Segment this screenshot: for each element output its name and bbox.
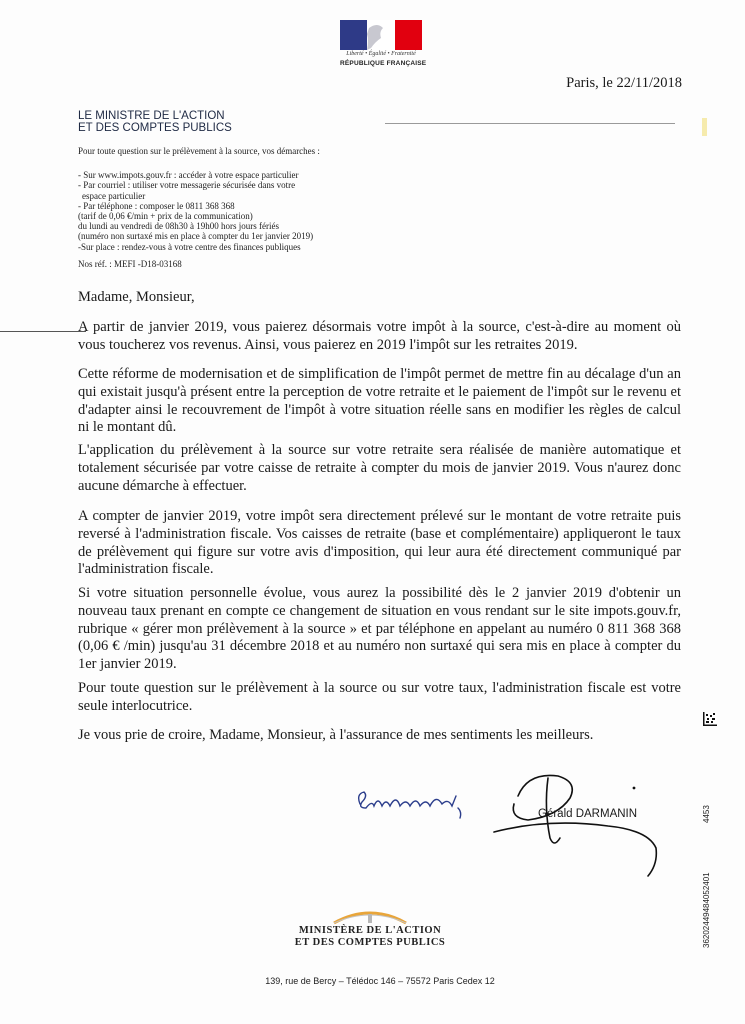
republic-name: RÉPUBLIQUE FRANÇAISE xyxy=(340,60,427,67)
ministry-name xyxy=(290,925,450,949)
tricolor-flag-icon xyxy=(340,20,422,50)
reference-number: Nos réf. : MEFI -D18-03168 xyxy=(78,259,182,269)
contact-line: espace particulier xyxy=(82,190,146,201)
body-paragraph-1: A partir de janvier 2019, vous paierez désormais votre impôt à la source, c'est-à-dire au moment où vous toucherez vos revenus. Ainsi, vous paierez en 2019 l'impôt sur les retraites 2019. xyxy=(78,319,681,353)
sender-block xyxy=(78,110,232,134)
side-document-code xyxy=(697,830,717,950)
ministry-arc-logo xyxy=(330,905,410,925)
marianne-logo xyxy=(340,20,427,72)
side-batch-number xyxy=(697,795,717,825)
fold-mark xyxy=(0,331,86,332)
side-batch-number-text: 4453 xyxy=(702,805,711,823)
body-paragraph-5: Si votre situation personnelle évolue, vous aurez la possibilité dès le 2 janvier 2019 d'obtenir un nouveau taux prenant en compte ce changement de situation en vous rendant sur le site impots.gouv.fr, rubrique « gérer mon prélèvement à la source » et par téléphone en appelant au numéro 0 811 368 368 (0,06 € /min) jusqu'au 31 décembre 2018 et au numéro non surtaxé qui sera mis en place à compter du 1er janvier 2019. xyxy=(78,585,681,673)
salutation: Madame, Monsieur, xyxy=(78,289,195,305)
contact-line: (numéro non surtaxé mis en place à compter du 1er janvier 2019) xyxy=(78,231,314,242)
contact-line: - Sur www.impots.gouv.fr : accéder à votre espace particulier xyxy=(78,170,299,181)
letter-date: Paris, le 22/11/2018 xyxy=(566,75,682,91)
signer-name: Gérald DARMANIN xyxy=(538,808,638,820)
handwritten-closing xyxy=(352,782,482,822)
contact-line: -Sur place : rendez-vous à votre centre des finances publiques xyxy=(78,241,301,252)
contact-line: (tarif de 0,06 €/min + prix de la communication) xyxy=(78,211,253,222)
side-document-code-text: 36202449484052401 xyxy=(702,872,711,948)
margin-mark xyxy=(700,118,710,136)
body-paragraph-4: A compter de janvier 2019, votre impôt sera directement prélevé sur le montant de votre retraite puis reversé à l'administration fiscale. Vos caisses de retraite (base et complémentaire) appliqueront le taux de prélèvement qui figure sur votre avis d'imposition, qui leur aura été directement communiqué par l'administration fiscale. xyxy=(78,508,681,578)
sender-line-1: LE MINISTRE DE L'ACTION xyxy=(78,110,225,122)
contact-info-block xyxy=(78,146,320,252)
sender-line-2: ET DES COMPTES PUBLICS xyxy=(78,122,232,134)
body-paragraph-7: Je vous prie de croire, Madame, Monsieur, à l'assurance de mes sentiments les meilleurs. xyxy=(78,727,594,743)
ministry-line-2: ET DES COMPTES PUBLICS xyxy=(294,937,446,948)
contact-line: - Par téléphone : composer le 0811 368 368 xyxy=(78,200,235,211)
datamatrix-code-icon xyxy=(703,712,717,726)
body-paragraph-3: L'application du prélèvement à la source sur votre retraite sera réalisée de manière automatique et totalement sécurisée par votre caisse de retraite à compter du mois de janvier 2019. Vous n'aurez donc aucune démarche à effectuer. xyxy=(78,442,681,494)
contact-line: du lundi au vendredi de 08h30 à 19h00 hors jours fériés xyxy=(78,221,279,232)
body-paragraph-6: Pour toute question sur le prélèvement à la source ou sur votre taux, l'administration fiscale est votre seule interlocutrice. xyxy=(78,680,681,714)
handwritten-signature xyxy=(488,768,663,878)
postal-address: 139, rue de Bercy – Télédoc 146 – 75572 Paris Cedex 12 xyxy=(265,976,495,986)
body-paragraph-2: Cette réforme de modernisation et de simplification de l'impôt permet de mettre fin au décalage d'un an qui existait jusqu'à présent entre la perception de votre retraite et le paiement de l'impôt sur le revenu et d'adapter ainsi le recouvrement de l'impôt à votre situation réelle sans en modifier les règles de calcul ni le montant dû. xyxy=(78,366,681,436)
header-rule xyxy=(385,123,675,124)
contact-intro: Pour toute question sur le prélèvement à la source, vos démarches : xyxy=(78,146,320,156)
republic-motto: Liberté • Égalité • Fraternité xyxy=(346,51,416,57)
ministry-line-1: MINISTÈRE DE L'ACTION xyxy=(298,925,442,936)
contact-line: - Par courriel : utiliser votre messagerie sécurisée dans votre xyxy=(78,180,296,191)
